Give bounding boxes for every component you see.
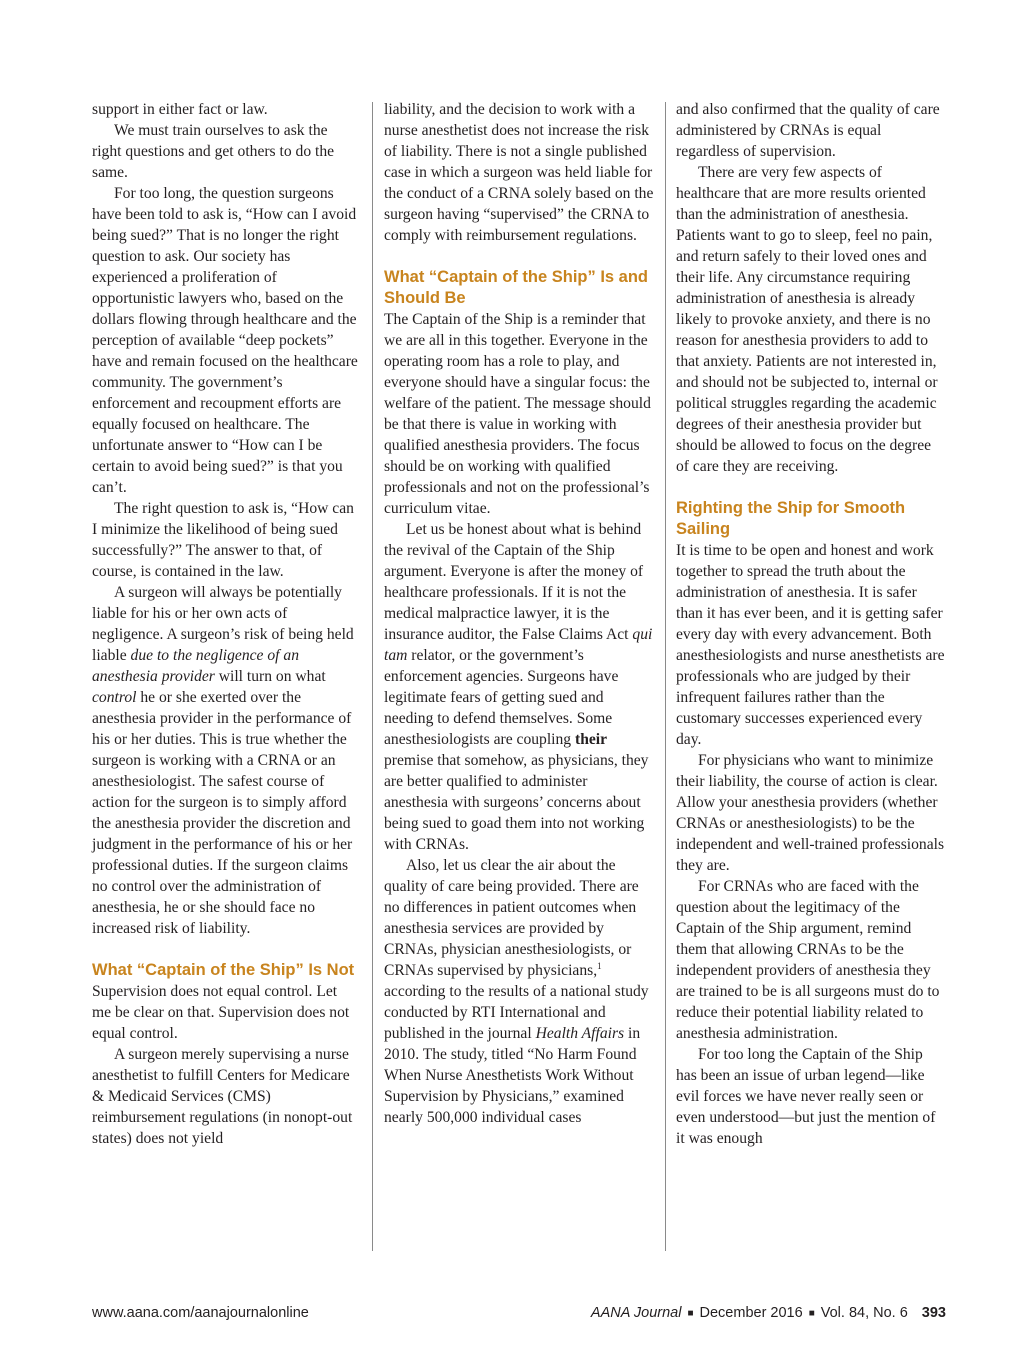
paragraph: liability, and the decision to work with a nurse anesthetist does not increase the risk of liability. There is not a single published case in which a surgeon was held liable for the conduct of a CRNA solely based on the surgeon having “supervised” the CRNA to comply with reimbursement regulations. <box>384 101 654 244</box>
volume-number: Vol. 84, No. 6 <box>820 1305 908 1321</box>
paragraph: The right question to ask is, “How can I minimize the likelihood of being sued successfully?” The answer to that, of course, is contained in the law. <box>92 500 354 580</box>
paragraph: For too long, the question surgeons have been told to ask is, “How can I avoid being sued?” That is no longer the right question to ask. Our society has experienced a proliferation of opportunistic lawyers who, based on the dollars flowing through healthcare and the perception of available “deep pockets” have and remain focused on the healthcare community. The government’s enforcement and recoupment efforts are equally focused on healthcare. The unfortunate answer to “How can I be certain to avoid being sued?” is that you can’t. <box>92 185 358 496</box>
column-divider <box>372 102 373 1251</box>
bold-text: their <box>575 731 608 748</box>
text-run: Also, let us clear the air about the quality of care being provided. There are no differences in patient outcomes when anesthesia services are provided by CRNAs, physician anesthesiologists, or CRNAs supervised by physicians, <box>384 857 639 979</box>
text-run: premise that somehow, as physicians, they are better qualified to administer anesthesia with surgeons’ concerns about being sued to goad them into not working with CRNAs. <box>384 752 649 853</box>
paragraph: The Captain of the Ship is a reminder that we are all in this together. Everyone in the operating room has a role to play, and everyone should have a singular focus: the welfare of the patient. The message should be that there is value in working with qualified anesthesia providers. The focus should be on working with qualified professionals and not on the professional’s curriculum vitae. <box>384 311 651 517</box>
paragraph: and also confirmed that the quality of care administered by CRNAs is equal regardless of supervision. <box>676 101 940 160</box>
paragraph <box>92 582 360 939</box>
section-heading: Righting the Ship for Smooth Sailing <box>676 499 906 538</box>
page-number: 393 <box>921 1305 946 1321</box>
text-run: relator, or the government’s enforcement agencies. Surgeons have legitimate fears of getting sued and needing to defend themselves. Some anesthesiologists are coupling <box>384 647 619 748</box>
paragraph: support in either fact or law. <box>92 101 268 118</box>
section-heading: What “Captain of the Ship” Is and Should Be <box>384 268 648 307</box>
column-1 <box>92 99 360 1149</box>
text-run: according to the results of a national study conducted by RTI International and published in the journal <box>384 983 649 1042</box>
paragraph <box>384 855 654 1128</box>
paragraph: There are very few aspects of healthcare that are more results oriented than the administration of anesthesia. Patients want to go to sleep, feel no pain, and return safely to their loved ones and their life. Any circumstance requiring administration of anesthesia is already likely to provoke anxiety, and there is no reason for anesthesia providers to add to that anxiety. Patients are not interested in, and should not be subjected to, internal or political struggles regarding the academic degrees of their anesthesia provider but should be allowed to focus on the degree of care they are receiving. <box>676 164 938 475</box>
paragraph: For too long the Captain of the Ship has been an issue of urban legend—like evil forces we have never really seen or even understood—but just the mention of it was enough <box>676 1046 936 1147</box>
separator-square: ■ <box>687 1308 694 1319</box>
italic-text: due to the negligence of an anesthesia provider <box>92 647 299 685</box>
column-2 <box>384 99 654 1128</box>
text-run: Let us be honest about what is behind the revival of the Captain of the Ship argument. Everyone is after the money of healthcare professionals. If it is not the medical malpractice lawyer, it is the insurance auditor, the False Claims Act <box>384 521 644 643</box>
footer-url[interactable]: www.aana.com/aanajournalonline <box>92 1305 309 1321</box>
italic-text: qui tam <box>384 626 653 664</box>
section-heading: What “Captain of the Ship” Is Not <box>92 961 355 979</box>
footer-citation <box>591 1305 946 1321</box>
journal-name: AANA Journal <box>590 1305 682 1321</box>
paragraph: We must train ourselves to ask the right questions and get others to do the same. <box>92 122 335 181</box>
text-run: A surgeon will always be potentially liable for his or her own acts of negligence. A surgeon’s risk of being held liable <box>92 584 354 664</box>
italic-text: control <box>92 689 137 706</box>
text-run: he or she exerted over the anesthesia provider in the performance of his or her duties. This is true whether the surgeon is working with a CRNA or an anesthesiologist. The safest course of action for the surgeon is to simply afford the anesthesia provider the discretion and judgment in the performance of his or her professional duties. If the surgeon claims no control over the administration of anesthesia, he or she should face no increased risk of liability. <box>92 689 353 937</box>
paragraph: A surgeon merely supervising a nurse anesthetist to fulfill Centers for Medicare & Medicaid Services (CMS) reimbursement regulations (in nonopt-out states) does not yield <box>92 1046 353 1147</box>
issue-date: December 2016 <box>699 1305 803 1321</box>
text-run: in 2010. The study, titled “No Harm Found When Nurse Anesthetists Work Without Supervision by Physicians,” examined nearly 500,000 individual cases <box>384 1025 641 1126</box>
paragraph: For physicians who want to minimize their liability, the course of action is clear. Allow your anesthesia providers (whether CRNAs or anesthesiologists) to be the independent and well-trained professionals they are. <box>676 752 945 874</box>
reference-superscript: 1 <box>597 961 602 971</box>
page-footer <box>92 1305 946 1325</box>
column-divider <box>665 102 666 1251</box>
column-3 <box>676 99 946 1149</box>
text-run: will turn on what <box>214 668 326 685</box>
paragraph: Supervision does not equal control. Let me be clear on that. Supervision does not equal control. <box>92 983 350 1042</box>
paragraph <box>384 519 654 855</box>
paragraph: For CRNAs who are faced with the question about the legitimacy of the Captain of the Ship argument, remind them that allowing CRNAs to be the independent providers of anesthesia they are trained to be is all surgeons must do to reduce their potential liability related to anesthesia administration. <box>676 878 940 1042</box>
separator-square: ■ <box>808 1308 815 1319</box>
paragraph: It is time to be open and honest and work together to spread the truth about the administration of anesthesia. It is safer than it has ever been, and it is getting safer every day with every advancement. Both anesthesiologists and nurse anesthetists are professionals who are judged by their infrequent failures rather than the customary successes experienced every day. <box>676 542 945 748</box>
italic-text: Health Affairs <box>535 1025 625 1042</box>
